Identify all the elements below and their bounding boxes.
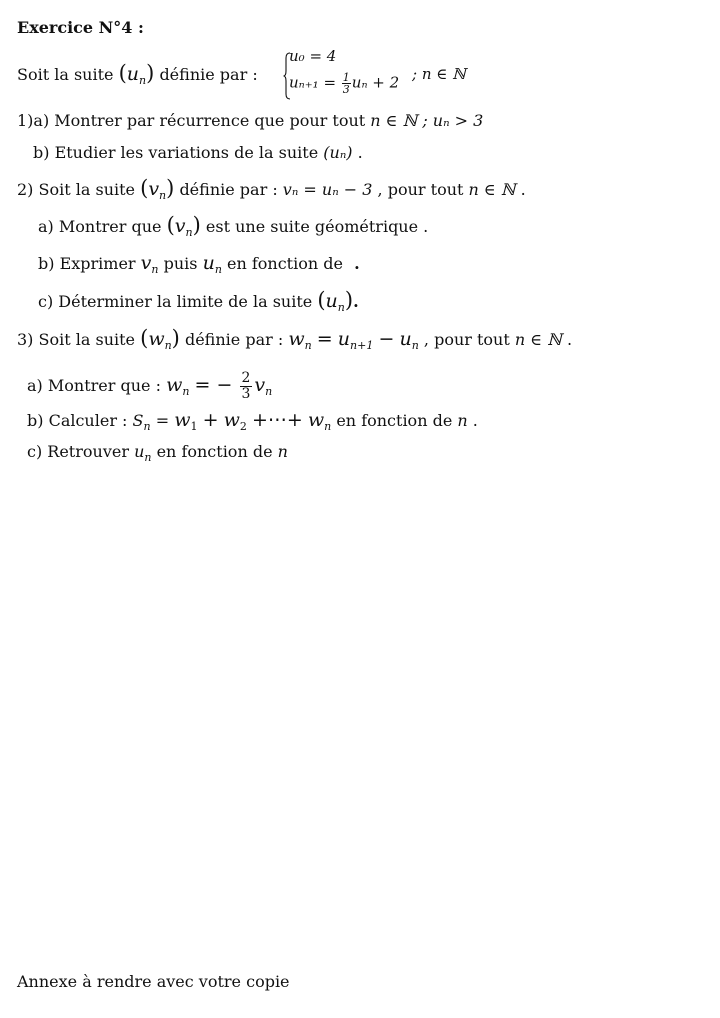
question-2c: c) Déterminer la limite de la suite $(u_n)$.	[38, 288, 359, 314]
system-line-2: uₙ₊₁ = $\frac{1}{3}$ uₙ + 2	[289, 71, 400, 96]
question-1b: b) Etudier les variations de la suite (uₙ) .	[33, 143, 363, 162]
question-3c: c) Retrouver $u_n$ en fonction de n	[27, 442, 288, 464]
question-2a: a) Montrer que $(v_n)$ est une suite géométrique .	[38, 213, 429, 239]
question-2: 2) Soit la suite $(v_n)$ définie par : vₙ = uₙ − 3 , pour tout n ∈ ℕ .	[17, 176, 526, 202]
question-1a: 1)a) Montrer par récurrence que pour tout n ∈ ℕ ; uₙ > 3	[17, 111, 484, 130]
footer-note: Annexe à rendre avec votre copie	[17, 972, 290, 991]
intro-line: Soit la suite $(u_n)$ définie par :	[17, 61, 258, 87]
question-3b: b) Calculer : $S_n = w_1 + w_2$ +⋯+ $w_n$ en fonction de n .	[27, 409, 478, 433]
exercise-title: Exercice N°4 :	[17, 18, 144, 37]
system-line-1: u₀ = 4	[289, 47, 337, 65]
intro-seq: u	[126, 63, 140, 85]
intro-text: Soit la suite	[17, 65, 114, 84]
q1a-math: n ∈ ℕ ; uₙ > 3	[370, 111, 484, 130]
question-3a: a) Montrer que : $w_n$ = − $\frac{2}{3}$ $v_n$	[27, 370, 273, 402]
intro-after: définie par :	[159, 65, 258, 84]
question-3: 3) Soit la suite $(w_n)$ définie par : $w_n = u_{n+1} - u_n$ , pour tout n ∈ ℕ .	[17, 326, 573, 352]
question-2b: b) Exprimer $v_n$ puis $u_n$ en fonction de .	[38, 252, 360, 276]
system-domain: ; n ∈ ℕ	[412, 65, 466, 83]
